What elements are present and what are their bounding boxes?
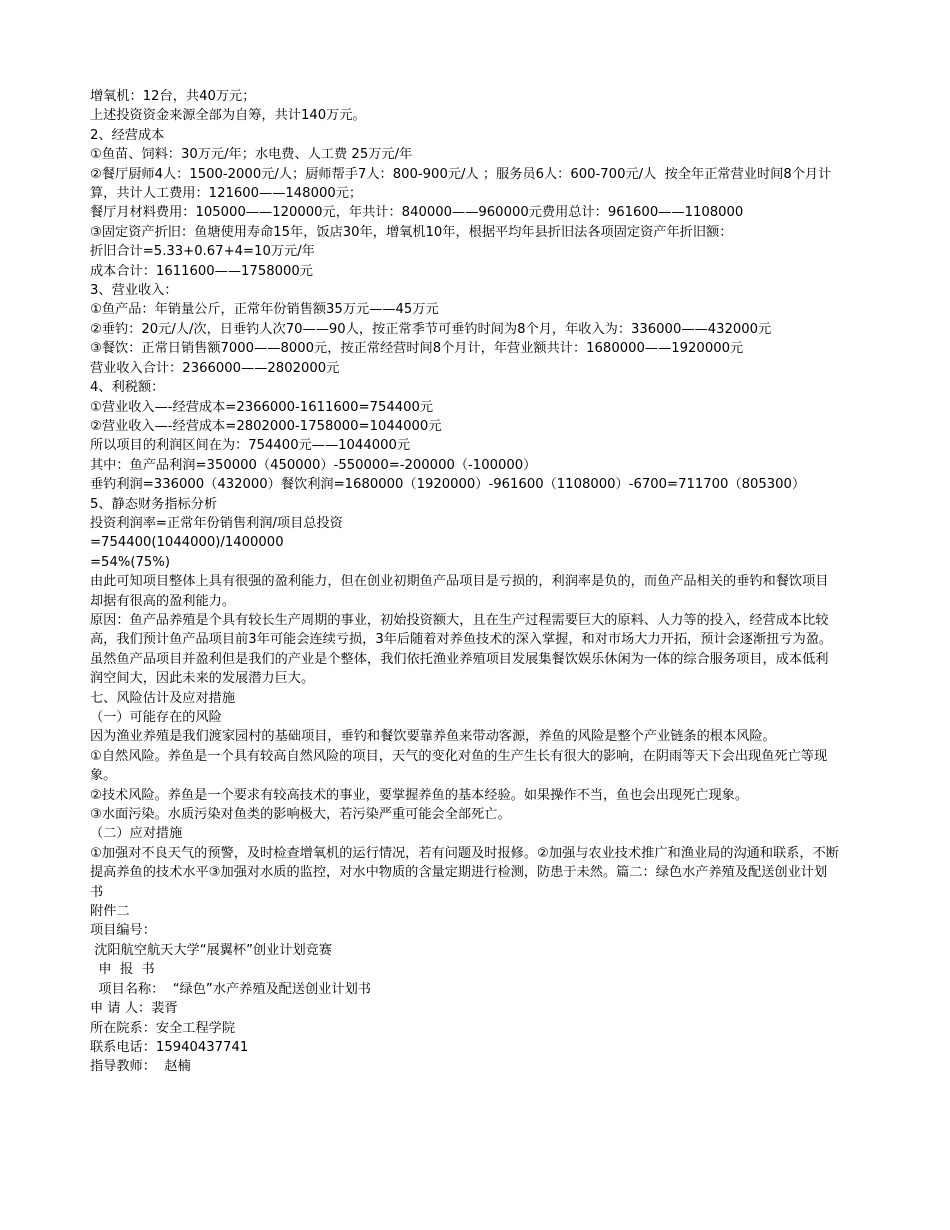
paragraph: 5、静态财务指标分析 [90, 496, 218, 512]
paragraph: 其中：鱼产品利润=350000（450000）-550000=-200000（-100000） [90, 457, 537, 473]
paragraph: 3、营业收入： [90, 283, 178, 299]
paragraph: ③餐饮：正常日销售额7000——8000元，按正常经营时间8个月计，年营业额共计：1680000——1920000元 [90, 341, 744, 357]
paragraph: ②技术风险。养鱼是一个要求有较高技术的事业，要掌握养鱼的基本经验。如果操作不当，鱼也会出现死亡现象。 [90, 787, 749, 803]
paragraph: =754400(1044000)/1400000 [90, 535, 284, 551]
paragraph: ①营业收入—-经营成本=2366000-1611600=754400元 [90, 399, 434, 415]
paragraph: ①鱼产品：年销量公斤，正常年份销售额35万元——45万元 [90, 302, 439, 318]
paragraph: 4、利税额： [90, 380, 165, 396]
paragraph: 原因：鱼产品养殖是个具有较长生产周期的事业，初始投资额大，且在生产过程需要巨大的原料、人力等的投入，经营成本比较高，我们预计鱼产品项目前3年可能会连续亏损，3年后随着对养鱼技术的深入掌握，和对市场大力开拓，预计会逐渐扭亏为盈。 [90, 612, 833, 648]
paragraph: 虽然鱼产品项目并盈利但是我们的产业是个整体，我们依托渔业养殖项目发展集餐饮娱乐休闲为一体的综合服务项目，成本低利润空间大，因此未来的发展潜力巨大。 [90, 651, 829, 687]
paragraph: 上述投资资金来源全部为自筹，共计140万元。 [90, 108, 366, 124]
paragraph: ①鱼苗、饲料：30万元/年；水电费、人工费 25万元/年 [90, 147, 413, 163]
paragraph: 附件二 [90, 904, 130, 920]
paragraph: （二）应对措施 [90, 826, 183, 842]
paragraph: 所在院系：安全工程学院 [90, 1020, 236, 1036]
document-body [90, 87, 840, 1077]
paragraph: =54%(75%) [90, 554, 170, 570]
paragraph: 折旧合计=5.33+0.67+4=10万元/年 [90, 244, 315, 260]
paragraph: 营业收入合计：2366000——2802000元 [90, 360, 340, 376]
paragraph: 项目名称： “绿色”水产养殖及配送创业计划书 [90, 981, 371, 997]
paragraph: 增氧机：12台，共40万元； [90, 89, 256, 104]
paragraph: 垂钓利润=336000（432000）餐饮利润=1680000（1920000）-961600（1108000）-6700=711700（805300） [90, 477, 806, 493]
paragraph: 投资利润率=正常年份销售利润/项目总投资 [90, 515, 343, 531]
paragraph: 由此可知项目整体上具有很强的盈利能力，但在创业初期鱼产品项目是亏损的，利润率是负的，而鱼产品相关的垂钓和餐饮项目却据有很高的盈利能力。 [90, 574, 829, 609]
paragraph: （一）可能存在的风险 [90, 710, 222, 725]
paragraph: 沈阳航空航天大学“展翼杯”创业计划竞赛 [90, 942, 333, 958]
paragraph: 2、经营成本 [90, 127, 165, 143]
paragraph: 申 报 书 [90, 962, 155, 978]
paragraph: 餐厅月材料费用：105000——120000元，年共计：840000——960000元费用总计：961600——1108000 [90, 205, 744, 221]
paragraph: 因为渔业养殖是我们渡家园村的基础项目，垂钓和餐饮要靠养鱼来带动客源，养鱼的风险是整个产业链条的根本风险。 [90, 729, 776, 745]
paragraph: ②餐厅厨师4人：1500-2000元/人；厨师帮手7人：800-900元/人 ；服务员6人：600-700元/人 按全年正常营业时间8个月计算，共计人工费用：121600——148000元； [90, 166, 832, 202]
paragraph: 指导教师： 赵楠 [90, 1059, 191, 1075]
paragraph: ③水面污染。水质污染对鱼类的影响极大，若污染严重可能会全部死亡。 [90, 807, 511, 823]
paragraph: 七、风险估计及应对措施 [90, 690, 236, 706]
paragraph: 成本合计：1611600——1758000元 [90, 263, 313, 279]
paragraph: ①加强对不良天气的预警，及时检查增氧机的运行情况，若有问题及时报修。②加强与农业技术推广和渔业局的沟通和联系，不断提高养鱼的技术水平③加强对水质的监控，对水中物质的含量定期进行检测，防患于未然。篇二：绿色水产养殖及配送创业计划书 [90, 845, 839, 900]
paragraph: 项目编号： [90, 923, 156, 939]
paragraph: ②营业收入—-经营成本=2802000-1758000=1044000元 [90, 418, 442, 434]
paragraph: 联系电话：15940437741 [90, 1039, 249, 1055]
paragraph: ③固定资产折旧：鱼塘使用寿命15年，饭店30年，增氧机10年，根据平均年县折旧法各项固定资产年折旧额： [90, 224, 733, 240]
paragraph: 申 请 人：裴胥 [90, 1001, 178, 1017]
paragraph: ②垂钓：20元/人/次，日垂钓人次70——90人，按正常季节可垂钓时间为8个月，年收入为：336000——432000元 [90, 321, 772, 337]
paragraph: 所以项目的利润区间在为：754400元——1044000元 [90, 438, 411, 454]
paragraph: ①自然风险。养鱼是一个具有较高自然风险的项目，天气的变化对鱼的生产生长有很大的影响，在阴雨等天下会出现鱼死亡等现象。 [90, 748, 828, 784]
